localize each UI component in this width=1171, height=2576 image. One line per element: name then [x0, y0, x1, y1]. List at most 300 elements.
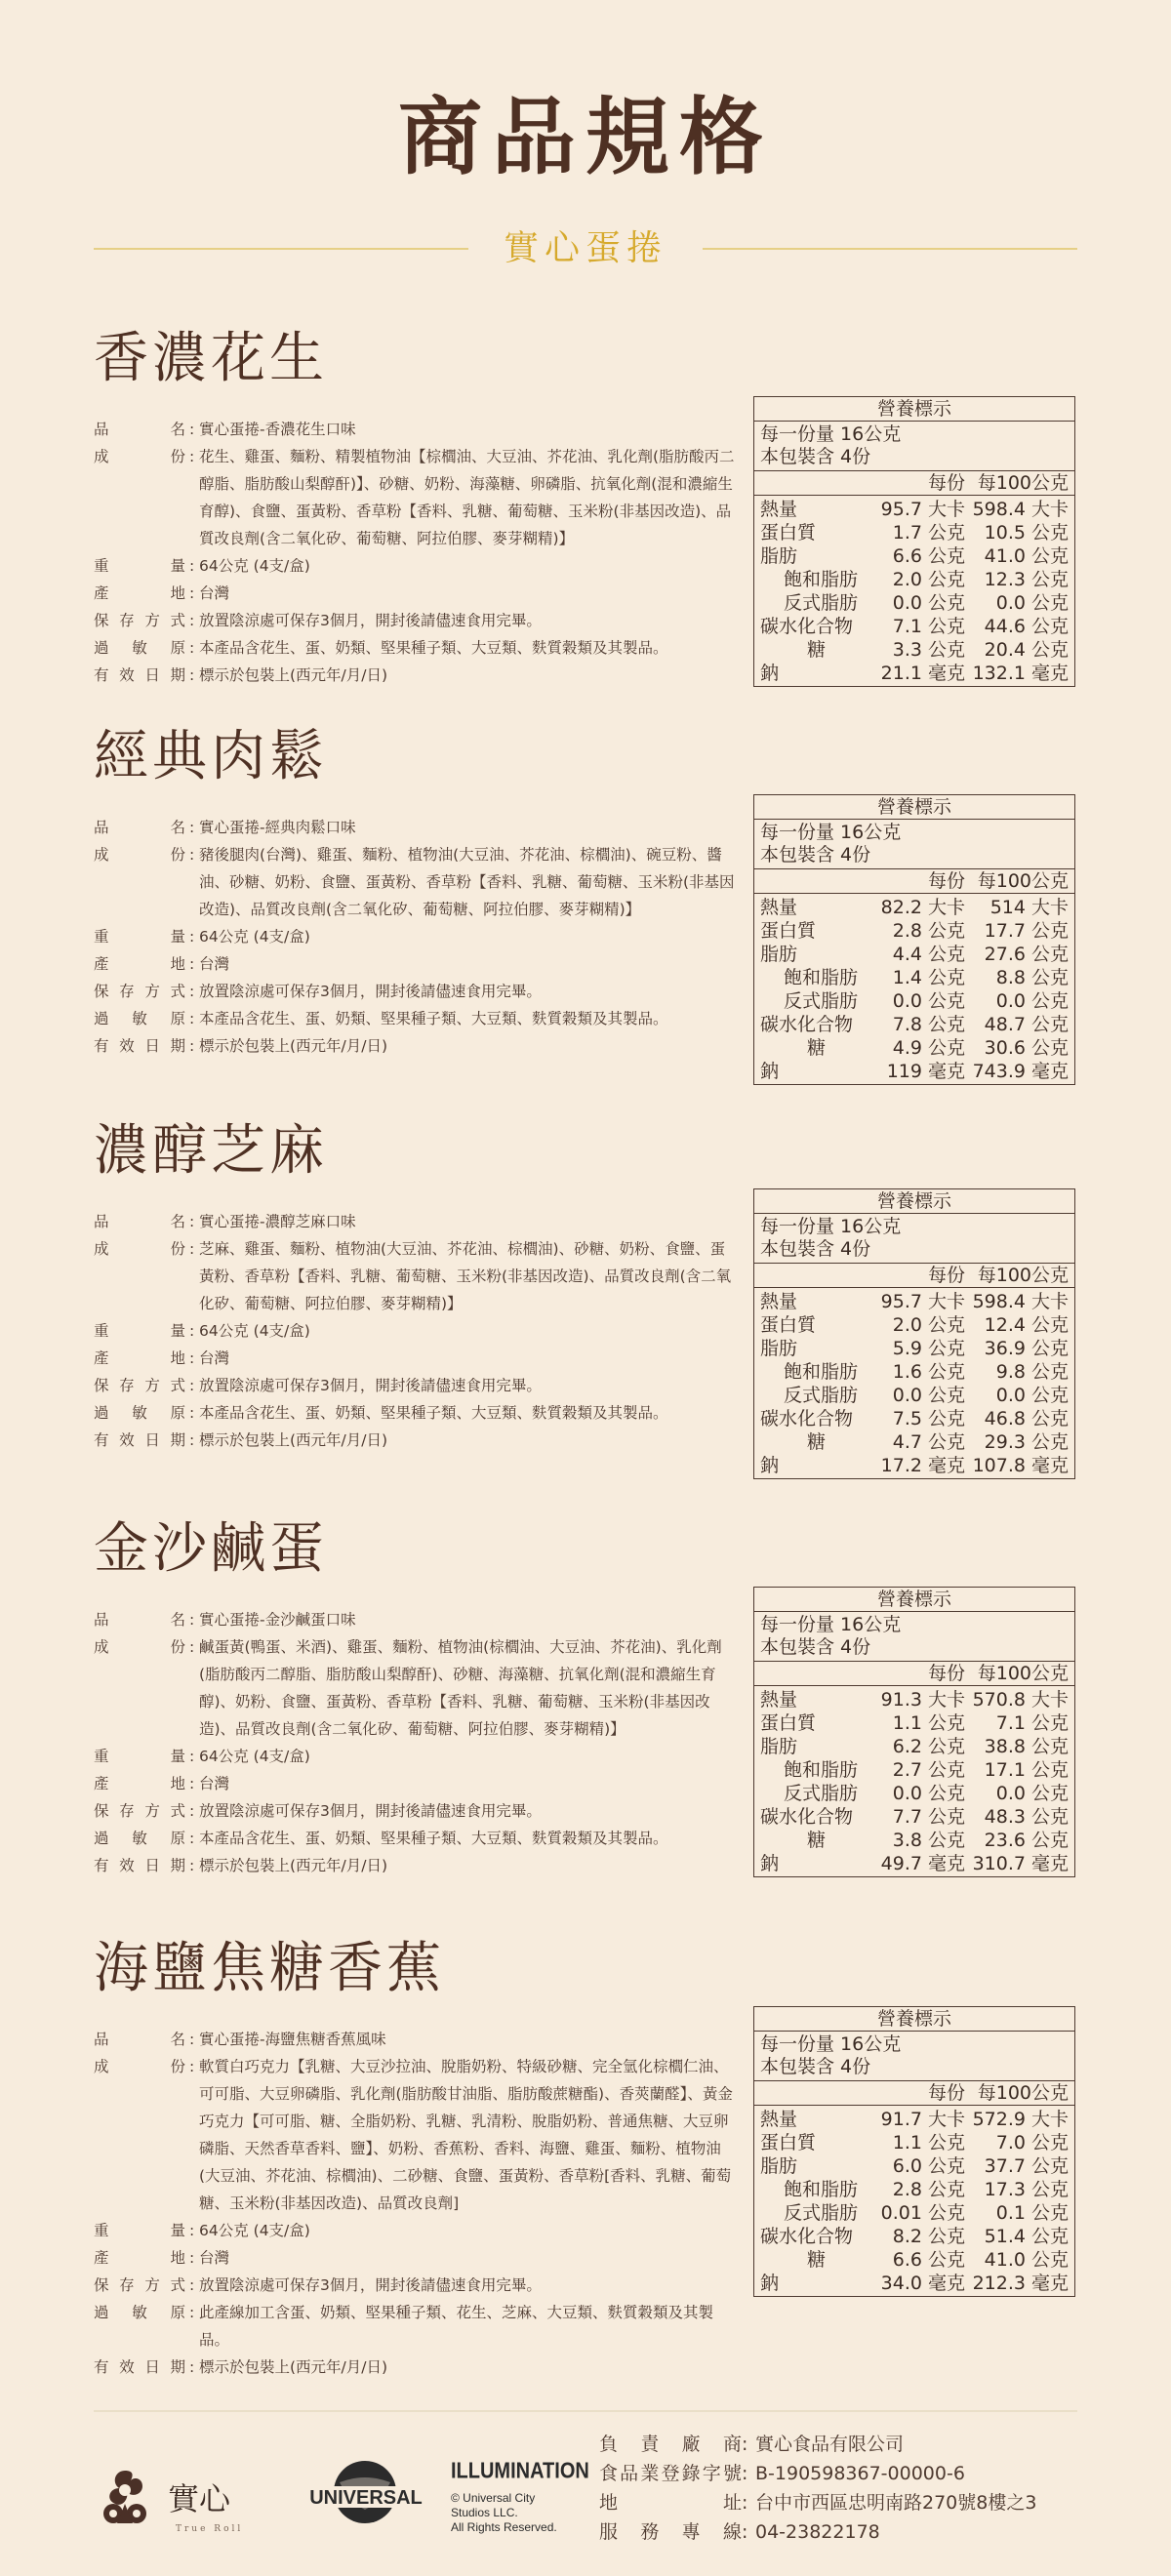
spec-label: 成 份	[94, 2058, 185, 2075]
nutrient-label: 熱量	[760, 1291, 798, 1312]
nutrition-row-protein	[760, 919, 1069, 943]
nutrition-body	[754, 2106, 1074, 2296]
nutrient-label: 碳水化合物	[760, 1014, 854, 1035]
spec-row-name	[94, 2026, 738, 2053]
nutrient-per-serving: 1.7 公克	[892, 522, 965, 543]
nutrient-per-serving: 82.2 大卡	[880, 897, 965, 918]
nutrient-per-serving: 6.0 公克	[892, 2155, 965, 2177]
spec-value-origin: 台灣	[199, 584, 230, 602]
spec-label: 成 份	[94, 1240, 185, 1258]
company-colon: :	[742, 2463, 748, 2484]
nutrient-per-serving: 0.01 公克	[880, 2202, 965, 2224]
nutrient-per-100g: 8.8 公克	[995, 967, 1069, 988]
nutrient-per-100g: 7.1 公克	[995, 1712, 1069, 1734]
spec-label: 重 量	[94, 557, 185, 575]
nutrient-per-serving: 3.8 公克	[892, 1830, 965, 1851]
company-value: 台中市西區忠明南路270號8樓之3	[755, 2492, 1037, 2514]
per-serving-header: 每份	[927, 870, 965, 892]
spec-row-origin	[94, 950, 738, 978]
spec-label: 重 量	[94, 1322, 185, 1340]
nutrient-per-serving: 1.1 公克	[892, 1712, 965, 1734]
nutrient-label: 糖	[807, 1830, 827, 1851]
spec-row-allergen	[94, 1399, 738, 1427]
spec-row-expiry	[94, 662, 738, 689]
nutrition-table	[753, 1587, 1075, 1877]
spec-colon: :	[189, 1322, 195, 1340]
spec-label: 有 效 日 期	[94, 1037, 185, 1055]
company-value: 實心食品有限公司	[755, 2434, 905, 2455]
spec-row-weight	[94, 1317, 738, 1345]
svg-text:True Roll: True Roll	[176, 2524, 244, 2534]
servings-per-pack: 本包裝含 4份	[760, 1636, 871, 1658]
nutrient-per-serving: 4.4 公克	[892, 944, 965, 965]
spec-value-ingredients: 軟質白巧克力【乳糖、大豆沙拉油、脫脂奶粉、特級砂糖、完全氫化棕櫚仁油、可可脂、大豆卵磷脂、乳化劑(脂肪酸甘油脂、脂肪酸蔗糖酯)、香莢蘭醛】、黃金巧克力【可可脂、糖、全脂奶粉、乳糖、乳清粉、脫脂奶粉、普通焦糖、大豆卵磷脂、天然香草香料、鹽】、奶粉、香蕉粉、香料、海鹽、雞蛋、麵粉、植物油(大豆油、芥花油、棕櫚油)、二砂糖、食鹽、蛋黃粉、香草粉[香料、乳糖、葡萄糖、玉米粉(非基因改造)、品質改良劑]	[199, 2058, 733, 2212]
spec-row-ingredients	[94, 1633, 738, 1743]
nutrient-label: 糖	[807, 2249, 827, 2271]
spec-row-ingredients	[94, 2053, 738, 2217]
nutrient-label: 熱量	[760, 2109, 798, 2130]
per-serving-header: 每份	[927, 1265, 965, 1286]
spec-label: 品 名	[94, 2031, 185, 2048]
nutrition-header	[754, 1662, 1074, 1686]
spec-value-origin: 台灣	[199, 1775, 230, 1792]
nutrient-per-serving: 5.9 公克	[892, 1338, 965, 1359]
spec-value-weight: 64公克 (4支/盒)	[199, 2222, 310, 2239]
nutrient-per-serving: 2.8 公克	[892, 920, 965, 942]
spec-row-ingredients	[94, 443, 738, 552]
nutrient-per-100g: 132.1 毫克	[972, 663, 1069, 684]
spec-value-expiry: 標示於包裝上(西元年/月/日)	[199, 666, 388, 684]
spec-row-origin	[94, 580, 738, 607]
nutrition-header	[754, 2081, 1074, 2106]
spec-value-name: 實心蛋捲-濃醇芝麻口味	[199, 1213, 356, 1230]
spec-value-allergen: 本產品含花生、蛋、奶類、堅果種子類、大豆類、麩質穀類及其製品。	[199, 639, 668, 657]
nutrition-row-calories	[760, 498, 1069, 521]
spec-colon: :	[189, 666, 195, 684]
nutrient-label: 蛋白質	[760, 920, 817, 942]
spec-row-expiry	[94, 1852, 738, 1879]
nutrient-label: 脂肪	[760, 1736, 798, 1757]
nutrient-per-100g: 0.0 公克	[995, 990, 1069, 1012]
spec-label: 產 地	[94, 584, 185, 602]
spec-colon: :	[189, 1213, 195, 1230]
spec-label: 保 存 方 式	[94, 1802, 185, 1820]
servings-per-pack: 本包裝含 4份	[760, 844, 871, 865]
spec-colon: :	[189, 1431, 195, 1449]
spec-label: 保 存 方 式	[94, 983, 185, 1000]
spec-value-allergen: 此產線加工含蛋、奶類、堅果種子類、花生、芝麻、大豆類、麩質穀類及其製品。	[199, 2304, 714, 2349]
spec-row-expiry	[94, 2354, 738, 2381]
product-spec	[94, 814, 738, 1060]
company-colon: :	[742, 2492, 748, 2514]
spec-row-allergen	[94, 2299, 738, 2354]
page-footer	[0, 2410, 1171, 2576]
nutrition-row-fat	[760, 1337, 1069, 1360]
spec-label: 品 名	[94, 1611, 185, 1629]
spec-label: 成 份	[94, 846, 185, 864]
spec-colon: :	[189, 2304, 195, 2321]
spec-value-ingredients: 芝麻、雞蛋、麵粉、植物油(大豆油、芥花油、棕櫚油)、砂糖、奶粉、食鹽、蛋黃粉、香草粉【香料、乳糖、葡萄糖、玉米粉(非基因改造)、品質改良劑(含二氧化矽、葡萄糖、阿拉伯膠、麥芽糊精)】	[199, 1240, 732, 1312]
nutrient-label: 脂肪	[760, 545, 798, 567]
nutrition-row-sugar	[760, 1829, 1069, 1852]
spec-value-storage: 放置陰涼處可保存3個月，開封後請儘速食用完畢。	[199, 983, 542, 1000]
nutrition-row-fat	[760, 1735, 1069, 1758]
nutrient-label: 蛋白質	[760, 2132, 817, 2153]
nutrient-per-serving: 49.7 毫克	[880, 1853, 965, 1874]
serving-size: 每一份量 16公克	[760, 822, 902, 843]
spec-colon: :	[189, 2058, 195, 2075]
product-title: 海鹽焦糖香蕉	[94, 1937, 445, 2000]
nutrition-header	[754, 1264, 1074, 1288]
spec-label: 產 地	[94, 1775, 185, 1792]
spec-colon: :	[189, 928, 195, 946]
nutrient-per-serving: 119 毫克	[886, 1061, 965, 1082]
nutrient-per-serving: 2.0 公克	[892, 1314, 965, 1336]
spec-colon: :	[189, 2358, 195, 2376]
nutrient-per-100g: 12.4 公克	[984, 1314, 1069, 1336]
nutrient-per-serving: 95.7 大卡	[880, 499, 965, 520]
spec-value-weight: 64公克 (4支/盒)	[199, 1748, 310, 1765]
spec-value-name: 實心蛋捲-海鹽焦糖香蕉風味	[199, 2031, 386, 2048]
nutrient-per-100g: 17.7 公克	[984, 920, 1069, 942]
nutrient-per-100g: 212.3 毫克	[972, 2273, 1069, 2294]
nutrient-label: 碳水化合物	[760, 1408, 854, 1429]
per-100g-header: 每100公克	[977, 1663, 1069, 1684]
nutrient-per-100g: 107.8 毫克	[972, 1455, 1069, 1476]
svg-text:UNIVERSAL: UNIVERSAL	[309, 2487, 423, 2509]
nutrient-per-serving: 2.0 公克	[892, 569, 965, 590]
spec-value-ingredients: 鹹蛋黃(鴨蛋、米酒)、雞蛋、麵粉、植物油(棕櫚油、大豆油、芥花油)、乳化劑(脂肪酸丙二醇脂、脂肪酸山梨醇酐)、砂糖、海藻糖、抗氧化劑(混和濃縮生育醇)、奶粉、食鹽、蛋黃粉、香草粉【香料、乳糖、葡萄糖、玉米粉(非基因改造)、品質改良劑(含二氧化矽、葡萄糖、阿拉伯膠、麥芽糊精)】	[199, 1638, 722, 1738]
spec-colon: :	[189, 1037, 195, 1055]
nutrient-label: 鈉	[760, 663, 780, 684]
spec-value-name: 實心蛋捲-香濃花生口味	[199, 421, 356, 438]
nutrient-per-100g: 514 大卡	[989, 897, 1069, 918]
nutrition-row-trans_fat	[760, 989, 1069, 1013]
spec-colon: :	[189, 1349, 195, 1367]
spec-row-name	[94, 416, 738, 443]
nutrient-label: 飽和脂肪	[784, 569, 859, 590]
spec-label: 產 地	[94, 1349, 185, 1367]
page-subtitle: 實心蛋捲	[503, 228, 667, 268]
nutrient-label: 反式脂肪	[784, 1385, 859, 1406]
product-spec	[94, 2026, 738, 2381]
nutrient-per-serving: 6.6 公克	[892, 2249, 965, 2271]
page-header	[0, 0, 1171, 293]
footer-divider	[94, 2410, 1077, 2412]
spec-row-expiry	[94, 1032, 738, 1060]
spec-label: 過 敏 原	[94, 1010, 185, 1027]
spec-row-ingredients	[94, 841, 738, 923]
spec-value-weight: 64公克 (4支/盒)	[199, 557, 310, 575]
nutrition-row-calories	[760, 2108, 1069, 2131]
nutrient-per-serving: 2.8 公克	[892, 2179, 965, 2200]
spec-label: 過 敏 原	[94, 1404, 185, 1422]
spec-label: 品 名	[94, 1213, 185, 1230]
servings-per-pack: 本包裝含 4份	[760, 1238, 871, 1260]
nutrient-per-100g: 36.9 公克	[984, 1338, 1069, 1359]
nutrition-row-calories	[760, 1688, 1069, 1711]
nutrient-per-100g: 37.7 公克	[984, 2155, 1069, 2177]
nutrient-per-serving: 6.2 公克	[892, 1736, 965, 1757]
spec-value-allergen: 本產品含花生、蛋、奶類、堅果種子類、大豆類、麩質穀類及其製品。	[199, 1830, 668, 1847]
nutrition-row-sodium	[760, 1852, 1069, 1875]
nutrient-per-100g: 0.1 公克	[995, 2202, 1069, 2224]
nutrition-serving-info	[754, 422, 1074, 471]
nutrient-per-100g: 10.5 公克	[984, 522, 1069, 543]
illumination-logo	[451, 2459, 587, 2547]
spec-label: 產 地	[94, 955, 185, 973]
spec-label: 重 量	[94, 928, 185, 946]
nutrition-table	[753, 1188, 1075, 1479]
nutrition-row-sat_fat	[760, 1758, 1069, 1782]
nutrient-label: 飽和脂肪	[784, 1361, 859, 1383]
company-label: 服 務 專 線	[599, 2521, 742, 2543]
nutrition-title: 營養標示	[754, 1189, 1074, 1214]
nutrient-label: 飽和脂肪	[784, 2179, 859, 2200]
spec-colon: :	[189, 846, 195, 864]
nutrition-serving-info	[754, 1612, 1074, 1662]
spec-label: 有 效 日 期	[94, 2358, 185, 2376]
nutrition-row-sat_fat	[760, 966, 1069, 989]
nutrient-per-100g: 572.9 大卡	[972, 2109, 1069, 2130]
nutrient-label: 蛋白質	[760, 522, 817, 543]
per-serving-header: 每份	[927, 1663, 965, 1684]
spec-colon: :	[189, 1775, 195, 1792]
nutrition-table	[753, 396, 1075, 687]
company-colon: :	[742, 2521, 748, 2543]
company-colon: :	[742, 2434, 748, 2455]
company-label: 負 責 廠 商	[599, 2434, 742, 2455]
spec-label: 成 份	[94, 448, 185, 465]
spec-colon: :	[189, 1830, 195, 1847]
spec-row-allergen	[94, 1825, 738, 1852]
spec-label: 保 存 方 式	[94, 1377, 185, 1394]
nutrition-row-calories	[760, 896, 1069, 919]
product-spec	[94, 1208, 738, 1454]
nutrient-label: 糖	[807, 1431, 827, 1453]
nutrient-per-100g: 48.7 公克	[984, 1014, 1069, 1035]
company-row	[599, 2517, 1087, 2547]
spec-label: 品 名	[94, 421, 185, 438]
nutrient-label: 反式脂肪	[784, 990, 859, 1012]
spec-colon: :	[189, 421, 195, 438]
company-info	[599, 2430, 1087, 2547]
nutrition-title: 營養標示	[754, 397, 1074, 422]
nutrition-table	[753, 794, 1075, 1085]
spec-label: 有 效 日 期	[94, 666, 185, 684]
nutrition-row-trans_fat	[760, 591, 1069, 615]
spec-colon: :	[189, 1638, 195, 1656]
nutrient-per-serving: 0.0 公克	[892, 990, 965, 1012]
nutrition-row-sugar	[760, 2248, 1069, 2272]
spec-colon: :	[189, 2031, 195, 2048]
subtitle-divider-right	[703, 248, 1077, 250]
spec-colon: :	[189, 639, 195, 657]
spec-colon: :	[189, 1404, 195, 1422]
serving-size: 每一份量 16公克	[760, 1614, 902, 1635]
spec-label: 產 地	[94, 2249, 185, 2267]
nutrition-body	[754, 1686, 1074, 1876]
nutrition-row-protein	[760, 521, 1069, 544]
nutrient-label: 反式脂肪	[784, 1783, 859, 1804]
nutrition-row-fat	[760, 2154, 1069, 2178]
nutrition-header	[754, 471, 1074, 496]
universal-logo	[293, 2453, 439, 2531]
spec-row-allergen	[94, 634, 738, 662]
nutrient-per-serving: 1.4 公克	[892, 967, 965, 988]
nutrient-per-100g: 27.6 公克	[984, 944, 1069, 965]
nutrition-row-trans_fat	[760, 2201, 1069, 2225]
spec-value-allergen: 本產品含花生、蛋、奶類、堅果種子類、大豆類、麩質穀類及其製品。	[199, 1010, 668, 1027]
nutrient-per-100g: 0.0 公克	[995, 592, 1069, 614]
spec-value-weight: 64公克 (4支/盒)	[199, 1322, 310, 1340]
spec-colon: :	[189, 2222, 195, 2239]
spec-value-storage: 放置陰涼處可保存3個月，開封後請儘速食用完畢。	[199, 612, 542, 629]
spec-label: 保 存 方 式	[94, 612, 185, 629]
spec-row-weight	[94, 2217, 738, 2244]
nutrient-per-100g: 44.6 公克	[984, 616, 1069, 637]
nutrient-per-100g: 46.8 公克	[984, 1408, 1069, 1429]
nutrition-body	[754, 894, 1074, 1084]
nutrient-per-serving: 0.0 公克	[892, 1385, 965, 1406]
product-title: 經典肉鬆	[94, 725, 328, 788]
spec-value-origin: 台灣	[199, 955, 230, 973]
per-100g-header: 每100公克	[977, 1265, 1069, 1286]
nutrient-per-serving: 21.1 毫克	[880, 663, 965, 684]
nutrition-body	[754, 496, 1074, 686]
spec-label: 過 敏 原	[94, 639, 185, 657]
spec-row-name	[94, 814, 738, 841]
nutrition-serving-info	[754, 2032, 1074, 2081]
spec-label: 保 存 方 式	[94, 2276, 185, 2294]
nutrition-row-fat	[760, 544, 1069, 568]
nutrient-per-100g: 570.8 大卡	[972, 1689, 1069, 1711]
spec-colon: :	[189, 983, 195, 1000]
nutrition-row-carbs	[760, 1013, 1069, 1036]
spec-row-weight	[94, 552, 738, 580]
nutrient-label: 碳水化合物	[760, 1806, 854, 1828]
nutrition-row-sodium	[760, 1060, 1069, 1083]
illumination-copyright: © Universal City Studios LLC. All Rights Reserved.	[451, 2491, 557, 2534]
nutrient-per-serving: 7.8 公克	[892, 1014, 965, 1035]
nutrient-per-serving: 91.7 大卡	[880, 2109, 965, 2130]
nutrient-per-serving: 34.0 毫克	[880, 2273, 965, 2294]
nutrient-per-serving: 3.3 公克	[892, 639, 965, 661]
spec-colon: :	[189, 1748, 195, 1765]
spec-colon: :	[189, 557, 195, 575]
spec-value-ingredients: 花生、雞蛋、麵粉、精製植物油【棕櫚油、大豆油、芥花油、乳化劑(脂肪酸丙二醇脂、脂肪酸山梨醇酐)】、砂糖、奶粉、海藻糖、卵磷脂、抗氧化劑(混和濃縮生育醇)、食鹽、蛋黃粉、香草粉【香料、乳糖、葡萄糖、玉米粉(非基因改造)、品質改良劑(含二氧化矽、葡萄糖、阿拉伯膠、麥芽糊精)】	[199, 448, 735, 547]
spec-row-storage	[94, 1797, 738, 1825]
spec-colon: :	[189, 819, 195, 836]
company-row	[599, 2459, 1087, 2488]
product-title: 香濃花生	[94, 327, 328, 390]
nutrient-label: 脂肪	[760, 2155, 798, 2177]
spec-row-storage	[94, 2272, 738, 2299]
nutrition-serving-info	[754, 1214, 1074, 1264]
nutrient-per-100g: 38.8 公克	[984, 1736, 1069, 1757]
nutrient-per-100g: 30.6 公克	[984, 1037, 1069, 1059]
spec-colon: :	[189, 584, 195, 602]
spec-row-expiry	[94, 1427, 738, 1454]
nutrient-label: 碳水化合物	[760, 616, 854, 637]
nutrient-per-serving: 2.7 公克	[892, 1759, 965, 1781]
spec-colon: :	[189, 1010, 195, 1027]
nutrient-per-100g: 598.4 大卡	[972, 499, 1069, 520]
nutrient-label: 鈉	[760, 1853, 780, 1874]
nutrition-row-carbs	[760, 2225, 1069, 2248]
nutrient-per-100g: 48.3 公克	[984, 1806, 1069, 1828]
spec-row-storage	[94, 1372, 738, 1399]
nutrient-label: 熱量	[760, 499, 798, 520]
nutrition-title: 營養標示	[754, 795, 1074, 820]
spec-value-storage: 放置陰涼處可保存3個月，開封後請儘速食用完畢。	[199, 2276, 542, 2294]
spec-value-ingredients: 豬後腿肉(台灣)、雞蛋、麵粉、植物油(大豆油、芥花油、棕櫚油)、碗豆粉、醬油、砂糖、奶粉、食鹽、蛋黃粉、香草粉【香料、乳糖、葡萄糖、玉米粉(非基因改造)、品質改良劑(含二氧化矽、葡萄糖、阿拉伯膠、麥芽糊精)】	[199, 846, 735, 918]
per-100g-header: 每100公克	[977, 870, 1069, 892]
nutrition-row-fat	[760, 943, 1069, 966]
nutrient-per-100g: 29.3 公克	[984, 1431, 1069, 1453]
nutrition-row-trans_fat	[760, 1384, 1069, 1407]
nutrient-per-serving: 4.9 公克	[892, 1037, 965, 1059]
spec-row-name	[94, 1606, 738, 1633]
nutrient-per-serving: 0.0 公克	[892, 592, 965, 614]
nutrition-row-carbs	[760, 615, 1069, 638]
nutrient-per-100g: 743.9 毫克	[972, 1061, 1069, 1082]
product-spec	[94, 1606, 738, 1879]
spec-row-weight	[94, 1743, 738, 1770]
spec-label: 成 份	[94, 1638, 185, 1656]
nutrient-label: 鈉	[760, 2273, 780, 2294]
spec-colon: :	[189, 955, 195, 973]
illumination-wordmark: ILLUMINATION	[451, 2459, 589, 2484]
nutrition-row-sat_fat	[760, 2178, 1069, 2201]
nutrient-label: 碳水化合物	[760, 2226, 854, 2247]
nutrient-per-100g: 41.0 公克	[984, 545, 1069, 567]
company-row	[599, 2430, 1087, 2459]
nutrient-label: 脂肪	[760, 1338, 798, 1359]
serving-size: 每一份量 16公克	[760, 1216, 902, 1237]
nutrient-per-100g: 23.6 公克	[984, 1830, 1069, 1851]
nutrient-label: 蛋白質	[760, 1712, 817, 1734]
nutrition-row-sugar	[760, 638, 1069, 662]
nutrition-table	[753, 2006, 1075, 2297]
nutrition-serving-info	[754, 820, 1074, 869]
spec-value-allergen: 本產品含花生、蛋、奶類、堅果種子類、大豆類、麩質穀類及其製品。	[199, 1404, 668, 1422]
nutrient-per-serving: 7.1 公克	[892, 616, 965, 637]
product-spec	[94, 416, 738, 689]
spec-value-storage: 放置陰涼處可保存3個月，開封後請儘速食用完畢。	[199, 1377, 542, 1394]
nutrition-body	[754, 1288, 1074, 1478]
nutrition-row-calories	[760, 1290, 1069, 1313]
nutrient-label: 反式脂肪	[784, 592, 859, 614]
nutrient-label: 脂肪	[760, 944, 798, 965]
spec-value-expiry: 標示於包裝上(西元年/月/日)	[199, 2358, 388, 2376]
nutrition-row-sodium	[760, 2272, 1069, 2295]
nutrient-per-100g: 598.4 大卡	[972, 1291, 1069, 1312]
spec-value-origin: 台灣	[199, 2249, 230, 2267]
spec-row-allergen	[94, 1005, 738, 1032]
nutrient-per-100g: 0.0 公克	[995, 1783, 1069, 1804]
page-title: 商品規格	[398, 89, 773, 186]
nutrient-per-100g: 17.1 公克	[984, 1759, 1069, 1781]
nutrient-per-100g: 12.3 公克	[984, 569, 1069, 590]
spec-row-weight	[94, 923, 738, 950]
company-value: 04-23822178	[755, 2521, 880, 2543]
spec-colon: :	[189, 448, 195, 465]
nutrition-row-protein	[760, 2131, 1069, 2154]
nutrition-row-carbs	[760, 1805, 1069, 1829]
svg-text:實心: 實心	[168, 2480, 231, 2517]
nutrient-per-100g: 310.7 毫克	[972, 1853, 1069, 1874]
